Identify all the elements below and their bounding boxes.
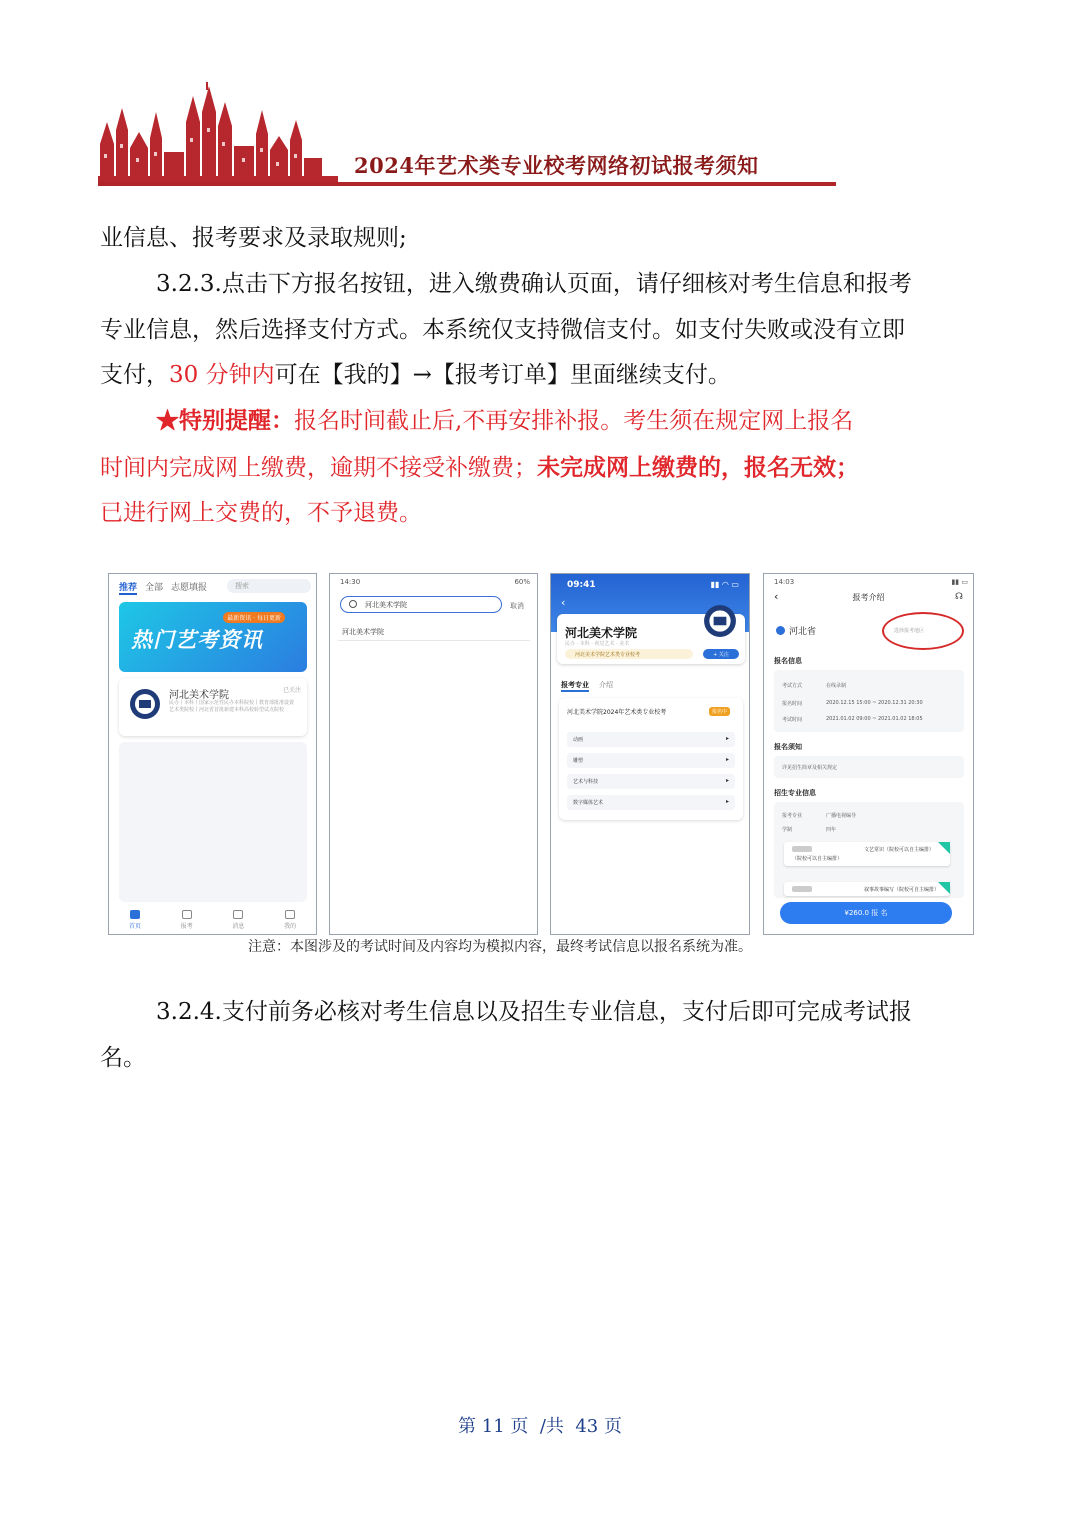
text-line: 已进行网上交费的，不予退费。 xyxy=(100,500,422,526)
phone-search-screen xyxy=(329,573,538,935)
figure-caption: 注意：本图涉及的考试时间及内容均为模拟内容，最终考试信息以报名系统为准。 xyxy=(248,939,752,955)
signal-icon: ▮▮ ▭ xyxy=(951,578,968,586)
reminder-label: ★特别提醒： xyxy=(156,407,294,434)
info-key: 学制 xyxy=(782,827,793,833)
school-name: 河北美术学院 xyxy=(565,626,638,640)
page-number: 第 11 页 /共 43 页 xyxy=(458,1416,622,1437)
school-logo-icon xyxy=(703,604,737,638)
major-row[interactable] xyxy=(567,774,735,789)
headset-icon[interactable]: ☊ xyxy=(955,592,963,602)
text-line: 3.2.3.点击下方报名按钮，进入缴费确认页面，请仔细核对考生信息和报考 xyxy=(156,271,912,297)
tab-all[interactable]: 全部 xyxy=(145,583,164,593)
subject-chip xyxy=(792,886,812,892)
text-span: 支付， xyxy=(100,362,169,388)
promo-banner[interactable] xyxy=(119,602,307,672)
text-span: 可在【我的】→【报考订单】里面继续支付。 xyxy=(274,362,731,388)
subject-card[interactable] xyxy=(784,882,950,896)
banner-pill: 最新资讯 · 每日更新 xyxy=(223,612,285,623)
major-row[interactable] xyxy=(567,753,735,768)
castle-skyline-icon xyxy=(98,82,338,188)
screen-title: 报考介绍 xyxy=(852,593,885,602)
phone-school-screen xyxy=(550,573,750,935)
section-title: 报名信息 xyxy=(774,657,802,665)
subject-title: 叙事故事编写（院校可自主编排） xyxy=(864,887,940,893)
chevron-right-icon: ▸ xyxy=(725,756,729,763)
paragraph-3-2-4 xyxy=(100,990,985,1081)
info-value: 2021.01.02 09:00 ~ 2021.01.02 18:05 xyxy=(826,716,923,722)
search-value: 河北美术学院 xyxy=(365,601,407,609)
info-row xyxy=(782,682,847,689)
app-screenshots xyxy=(108,573,974,937)
text-line: 业信息、报考要求及录取规则; xyxy=(100,225,407,251)
school-card[interactable] xyxy=(119,678,307,736)
message-icon xyxy=(233,910,243,919)
signal-icon: ▮▮ ◠ ▭ xyxy=(710,580,739,589)
corner-tag-icon xyxy=(938,882,950,894)
major-label: 雕塑 xyxy=(573,758,584,764)
nav-apply[interactable] xyxy=(181,910,193,930)
highlight-30-minutes: 30 分钟内 xyxy=(169,362,275,388)
chevron-right-icon: ▸ xyxy=(725,735,729,742)
text-span: 时间内完成网上缴费，逾期不接受补缴费； xyxy=(100,454,537,481)
info-key: 报名时间 xyxy=(782,701,803,707)
section-title: 招生专业信息 xyxy=(774,789,816,797)
follow-button[interactable]: + 关注 xyxy=(703,649,739,659)
major-row[interactable] xyxy=(567,795,735,810)
location-icon xyxy=(776,626,785,635)
special-reminder xyxy=(100,398,985,537)
section-title: 报名须知 xyxy=(774,743,802,751)
phone-home-screen xyxy=(108,573,317,935)
text-span-bold: 未完成网上缴费的，报名无效； xyxy=(537,453,859,481)
follow-tag: 已关注 xyxy=(282,687,301,694)
divider xyxy=(338,640,530,641)
tab-majors[interactable]: 报考专业 xyxy=(561,680,589,692)
tab-recommend[interactable]: 推荐 xyxy=(119,580,137,595)
top-tabs xyxy=(119,580,207,595)
search-input[interactable] xyxy=(340,596,502,613)
status-bar xyxy=(774,578,968,586)
back-icon[interactable]: ‹ xyxy=(774,590,779,603)
document-title: 2024年艺术类专业校考网络初试报考须知 xyxy=(354,153,759,178)
user-icon xyxy=(285,910,295,919)
status-time: 14:30 xyxy=(340,578,361,586)
nav-label: 我的 xyxy=(284,923,297,930)
exam-notice-pill[interactable]: 河北美术学院艺术类专业校考 xyxy=(565,649,693,659)
major-label: 数字媒体艺术 xyxy=(573,800,604,806)
text-span: 报名时间截止后,不再安排补报。考生须在规定网上报名 xyxy=(294,408,854,434)
text-line xyxy=(100,445,985,492)
page-header xyxy=(98,82,838,192)
tab-volunteer[interactable]: 志愿填报 xyxy=(171,583,208,593)
search-input[interactable]: 搜索 xyxy=(227,579,311,593)
pay-apply-button[interactable]: ¥260.0 报 名 xyxy=(780,902,952,924)
info-value: 2020.12.15 15:00 ~ 2020.12.31 20:30 xyxy=(826,700,923,706)
header-rule xyxy=(98,182,836,186)
nav-mine[interactable] xyxy=(284,910,296,930)
form-icon xyxy=(182,910,192,919)
nav-label: 消息 xyxy=(232,923,245,930)
subject-title: 文艺常识（院校可以自主编排） xyxy=(864,847,935,853)
notice-text: 详见招生简章及相关规定 xyxy=(782,765,838,771)
phone-apply-screen xyxy=(763,573,974,935)
subject-card[interactable] xyxy=(784,842,950,866)
text-line: 名。 xyxy=(100,1044,146,1071)
group-title: 河北美术学院2024年艺术类专业校考 xyxy=(567,709,667,716)
search-result-item[interactable]: 河北美术学院 xyxy=(342,628,384,636)
school-name: 河北美术学院 xyxy=(169,690,229,701)
content-placeholder xyxy=(119,742,307,902)
banner-title: 热门艺考资讯 xyxy=(131,628,263,652)
info-value: 在线录制 xyxy=(826,683,847,689)
info-row xyxy=(782,716,923,723)
info-key: 报考专业 xyxy=(782,813,803,819)
school-subtitle: 民办 · 本科 · 视觉艺术 · 美术 xyxy=(565,641,630,647)
info-row xyxy=(782,700,923,707)
chevron-right-icon: ▸ xyxy=(725,777,729,784)
cancel-button[interactable]: 取消 xyxy=(510,602,524,610)
major-row[interactable] xyxy=(567,732,735,747)
province-label: 河北省 xyxy=(789,627,817,637)
text-line xyxy=(100,398,985,445)
nav-label: 首页 xyxy=(128,923,141,930)
info-row xyxy=(782,812,857,819)
major-label: 动画 xyxy=(573,737,584,743)
info-value: 广播电视编导 xyxy=(826,813,857,819)
search-icon xyxy=(349,600,357,608)
major-label: 艺术与科技 xyxy=(573,779,599,785)
nav-message[interactable] xyxy=(232,910,244,930)
choose-region-link[interactable]: 选择报考地区 xyxy=(894,628,925,634)
school-tabs xyxy=(561,680,613,692)
status-bar xyxy=(340,578,530,586)
back-icon[interactable]: ‹ xyxy=(561,596,566,609)
province-selector[interactable] xyxy=(776,624,816,637)
status-time: 14:03 xyxy=(774,578,795,586)
home-icon xyxy=(130,910,140,919)
tab-intro[interactable]: 介绍 xyxy=(599,681,613,689)
bottom-nav xyxy=(109,910,316,930)
text-line: 专业信息，然后选择支付方式。本系统仅支持微信支付。如支付失败或没有立即 xyxy=(100,316,905,343)
text-line xyxy=(100,353,985,399)
paragraph-continued xyxy=(100,216,985,262)
subject-note: （院校可以自主编排） xyxy=(792,856,843,862)
corner-tag-icon xyxy=(938,842,950,854)
school-info-card xyxy=(557,614,745,664)
paragraph-3-2-3 xyxy=(100,262,985,399)
info-row xyxy=(782,826,837,833)
info-key: 考试方式 xyxy=(782,683,803,689)
nav-home[interactable] xyxy=(129,910,141,930)
nav-label: 报考 xyxy=(180,923,193,930)
subject-chip xyxy=(792,846,812,852)
info-value: 四年 xyxy=(826,827,837,833)
chevron-right-icon: ▸ xyxy=(725,798,729,805)
info-key: 考试时间 xyxy=(782,717,803,723)
status-time: 09:41 xyxy=(567,580,596,590)
major-group xyxy=(559,698,743,820)
status-battery: 60% xyxy=(514,578,530,586)
status-badge: 报名中 xyxy=(709,707,730,716)
school-desc: 民办丨本科丨国家示范性民办本科院校丨教育部批准设置艺术类院校丨河北省首批新建本科高校转型试点院校 xyxy=(169,700,295,713)
school-logo-icon xyxy=(129,688,161,720)
text-line: 3.2.4.支付前务必核对考生信息以及招生专业信息，支付后即可完成考试报 xyxy=(156,999,912,1025)
